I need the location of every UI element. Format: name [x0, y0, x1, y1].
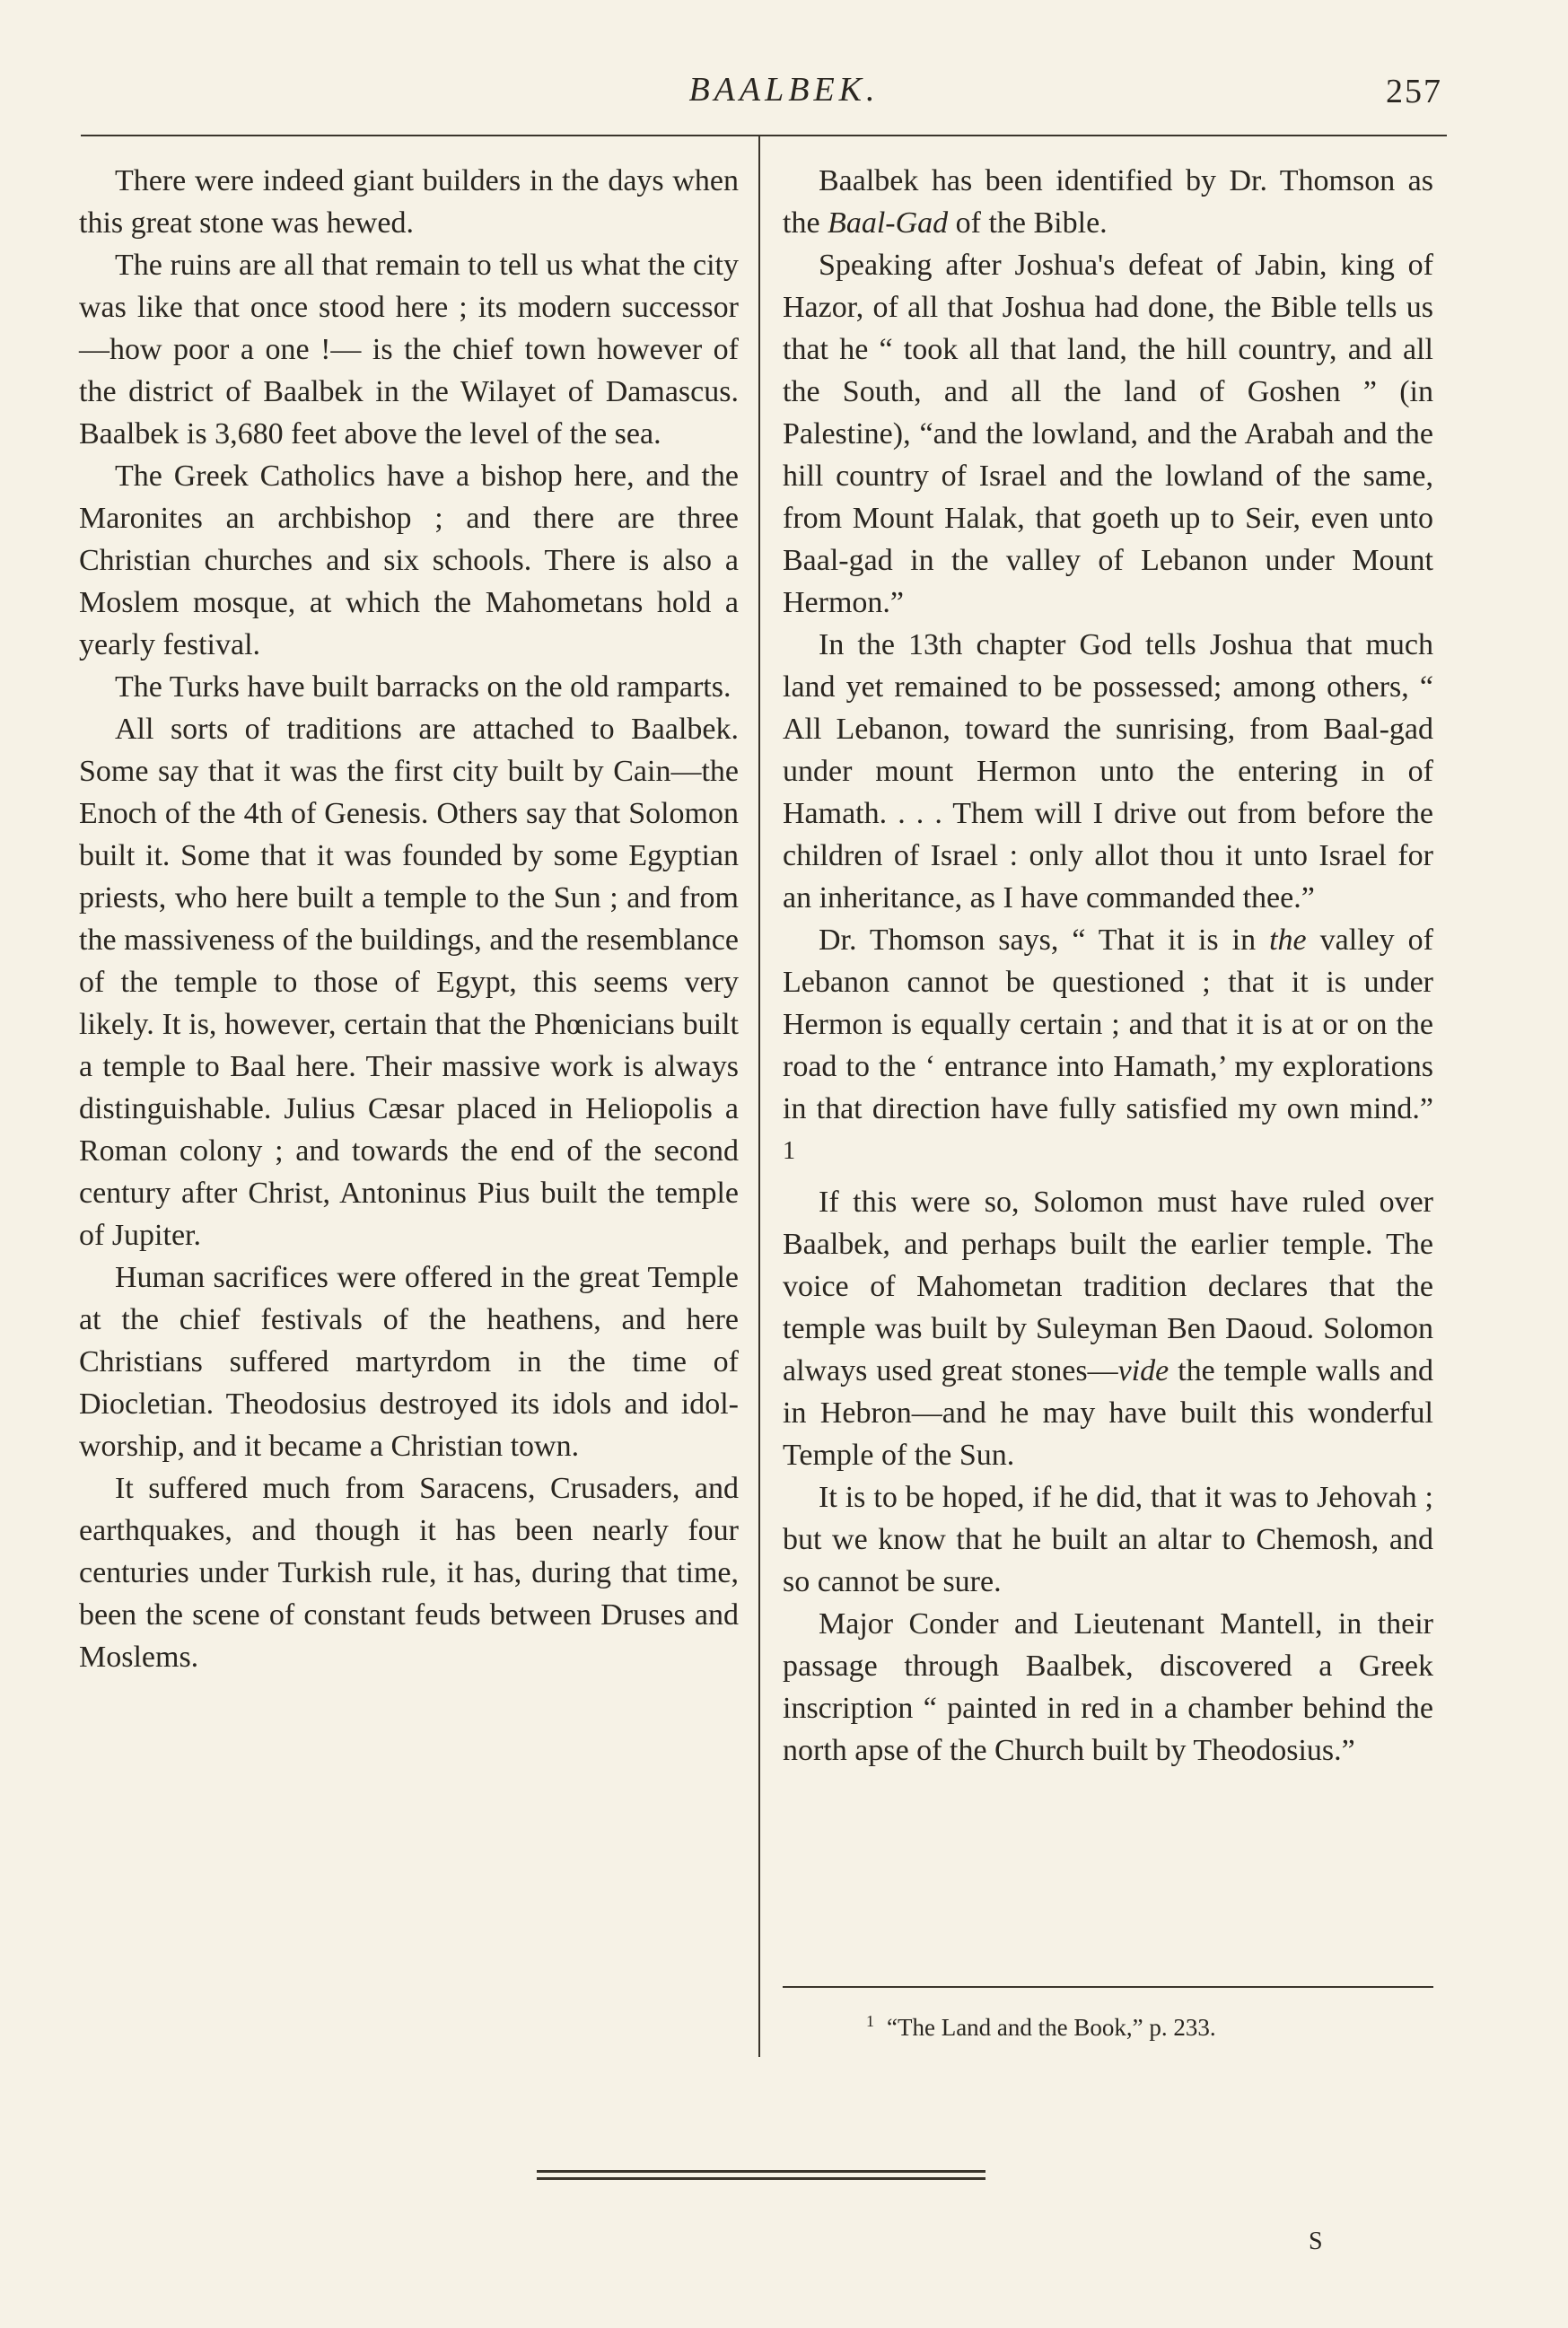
italic-term: the	[1269, 923, 1307, 957]
page-number: 257	[1386, 73, 1442, 110]
paragraph: In the 13th chapter God tells Joshua that much land yet remained to be possessed; among others, “ All Lebanon, toward the sunrising, from Baal-gad under mount Hermon unto the entering in of Hamath. . . . Them will I drive out from before the children of Israel : only allot thou it unto Israel for an inheritance, as I have commanded thee.”	[783, 628, 1433, 915]
column-divider	[758, 135, 760, 2057]
italic-term: vide	[1117, 1354, 1169, 1388]
footnote-rule	[783, 1986, 1433, 1988]
italic-term: Baal-Gad	[828, 206, 949, 240]
left-column	[79, 160, 739, 1678]
signature-mark: S	[1309, 2227, 1323, 2255]
running-title: BAALBEK.	[688, 71, 880, 109]
ornamental-rule	[537, 2177, 985, 2180]
paragraph: The Turks have built barracks on the old ramparts.	[115, 670, 731, 704]
running-head	[0, 70, 1568, 124]
ornamental-rule	[537, 2170, 985, 2173]
paragraph: If this were so, Solomon must have ruled over Baalbek, and perhaps built the earlier temple. The voice of Mahometan tradition declares that the temple was built by Suleyman Ben Daoud. Solomon always used great stones—vide the temple walls and in Hebron—and he may have built this wonderful Temple of the Sun.	[783, 1186, 1434, 1473]
paragraph: Baalbek has been identified by Dr. Thomson as the Baal-Gad of the Bible.	[783, 164, 1433, 240]
paragraph: The ruins are all that remain to tell us what the city was like that once stood here ; its modern successor—how poor a one !— is the chief town however of the district of Baalbek in the Wilayet of Damascus. Baalbek is 3,680 feet above the level of the sea.	[79, 249, 739, 451]
paragraph: It is to be hoped, if he did, that it was to Jehovah ; but we know that he built an altar to Chemosh, and so cannot be sure.	[783, 1481, 1433, 1599]
right-column	[783, 160, 1433, 1772]
paragraph: It suffered much from Saracens, Crusaders, and earthquakes, and though it has been nearly four centuries under Turkish rule, it has, during that time, been the scene of constant feuds between Druses and Moslems.	[79, 1472, 739, 1674]
header-rule	[81, 135, 1447, 136]
paragraph: Human sacrifices were offered in the great Temple at the chief festivals of the heathens, and here Christians suffered martyrdom in the time of Diocletian. Theodosius destroyed its idols and idol-worship, and it became a Christian town.	[79, 1261, 739, 1463]
paragraph: All sorts of traditions are attached to Baalbek. Some say that it was the first city built by Cain—the Enoch of the 4th of Genesis. Others say that Solomon built it. Some that it was founded by some Egyptian priests, who here built a temple to the Sun ; and from the massiveness of the buildings, and the resemblance of the temple to those of Egypt, this seems very likely. It is, however, certain that the Phœnicians built a temple to Baal here. Their massive work is always distinguishable. Julius Cæsar placed in Heliopolis a Roman colony ; and towards the end of the second century after Christ, Antoninus Pius built the temple of Jupiter.	[79, 713, 739, 1252]
paragraph: Dr. Thomson says, “ That it is in the valley of Lebanon cannot be questioned ; that it is under Hermon is equally certain ; and that it is at or on the road to the ‘ entrance into Hamath,’ my explorations in that direction have fully satisfied my own mind.” $^1$	[783, 923, 1433, 1165]
footnote-mark: 1	[866, 2012, 874, 2030]
paragraph: There were indeed giant builders in the days when this great stone was hewed.	[79, 164, 739, 240]
paragraph: Speaking after Joshua's defeat of Jabin, king of Hazor, of all that Joshua had done, the Bible tells us that he “ took all that land, the hill country, and all the South, and all the land of Goshen ” (in Palestine), “and the lowland, and the Arabah and the hill country of Israel and the lowland of the same, from Mount Halak, that goeth up to Seir, even unto Baal-gad in the valley of Lebanon under Mount Hermon.”	[783, 249, 1433, 619]
footnote	[866, 2012, 1216, 2042]
paragraph: Major Conder and Lieutenant Mantell, in their passage through Baalbek, discovered a Greek inscription “ painted in red in a chamber behind the north apse of the Church built by Theodosius.”	[783, 1607, 1433, 1768]
footnote-text: “The Land and the Book,” p. 233.	[887, 2014, 1216, 2041]
footnote-reference: 1	[783, 1137, 796, 1165]
paragraph: The Greek Catholics have a bishop here, and the Maronites an archbishop ; and there are three Christian churches and six schools. There is also a Moslem mosque, at which the Mahometans hold a yearly festival.	[79, 459, 739, 661]
